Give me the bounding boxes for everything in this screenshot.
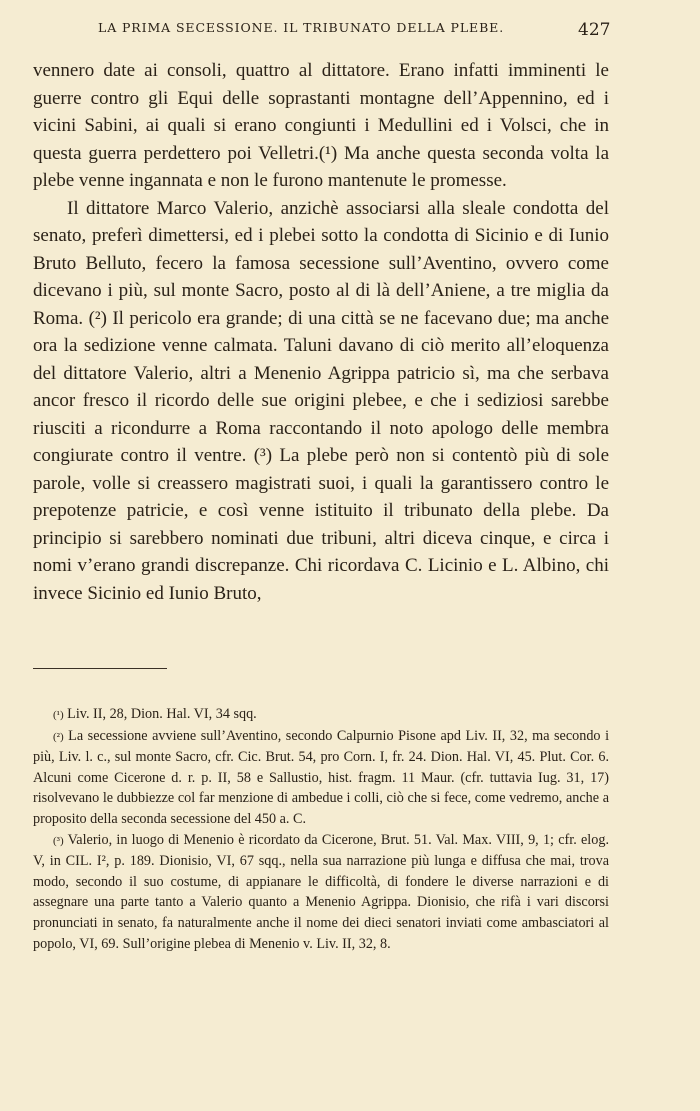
footnote-marker: (²) (53, 730, 64, 743)
footnote-text: Valerio, in luogo di Menenio è ricordato da Cicerone, Brut. 51. Val. Max. VIII, 9, 1; cfr. elog. V, in CIL. I², p. 189. Dionisio, VI, 67 sqq., nella sua narrazione più lunga e diffusa che mai, trova modo, secondo il suo costume, di appianare le difficoltà, di fondere le diverse narrazioni e di assegnare una parte tanto a Valerio quanto a Menenio Agrippa. Dionisio, che rifà i vari discorsi pronunciati in senato, fa naturalmente anche il nome dei dieci senatori inviati come ambasciatori al popolo, VI, 69. Sull’origine plebea di Menenio v. Liv. II, 32, 8. (33, 831, 609, 952)
footnote (33, 830, 609, 955)
footnote-marker: (³) (53, 834, 64, 847)
page-number: 427 (578, 20, 611, 40)
footnote-text: La secessione avviene sull’Aventino, secondo Calpurnio Pisone apd Liv. II, 32, ma secondo i più, Liv. l. c., sul monte Sacro, cfr. Cic. Brut. 54, pro Corn. I, fr. 24. Dion. Hal. VI, 45. Plut. Cor. 6. Alcuni come Cicerone d. r. p. II, 58 e Sallustio, hist. fragm. 11 Maur. (cfr. tuttavia Iug. 31, 17) risolvevano le dubbiezze col far menzione di ambedue i colli, ciò che si fece, come vedremo, anche a proposito della seconda secessione del 450 a. C. (33, 727, 610, 827)
footnote (33, 726, 609, 830)
footnotes (33, 704, 609, 954)
running-title: LA PRIMA SECESSIONE. IL TRIBUNATO DELLA PLEBE. (98, 20, 505, 35)
footnote-text: Liv. II, 28, Dion. Hal. VI, 34 sqq. (67, 706, 257, 722)
paragraph: vennero date ai consoli, quattro al dittatore. Erano infatti imminenti le guerre contro gli Equi delle soprastanti montagne dell’Appennino, ed i vicini Sabini, ai quali si erano congiunti i Medullini ed i Volsci, che in questa guerra perdettero poi Velletri.(¹) Ma anche questa seconda volta la plebe venne ingannata e non le furono mantenute le promesse. (33, 60, 609, 191)
footnote-marker: (¹) (53, 709, 64, 721)
footnote (33, 704, 609, 726)
main-text (33, 57, 609, 607)
paragraph: Il dittatore Marco Valerio, anzichè associarsi alla sleale condotta del senato, preferì dimettersi, ed i plebei sotto la condotta di Sicinio e di Iunio Bruto Belluto, fecero la famosa secessione sull’Aventino, ovvero come dicevano i più, sul monte Sacro, posto al di là dell’Aniene, a tre miglia da Roma. (²) Il pericolo era grande; di una città se ne facevano due; ma anche ora la sedizione venne calmata. Taluni davano di ciò merito all’eloquenza del dittatore Valerio, altri a Menenio Agrippa patricio sì, ma che serbava ancor fresco il ricordo delle sue origini plebee, e che i sediziosi sarebbe riusciti a ricondurre a Roma raccontando il noto apologo delle membra congiurate contro il ventre. (³) La plebe però non si contentò più di sole parole, volle si creassero magistrati suoi, i quali la garantissero contro le prepotenze patricie, e così venne istituito il tribunato della plebe. Da principio si sarebbero nominati due tribuni, altri diceva cinque, e circa i nomi v’erano grandi discrepanze. Chi ricordava C. Licinio e L. Albino, chi invece Sicinio ed Iunio Bruto, (33, 197, 609, 604)
footnote-separator (33, 668, 167, 669)
page-header (33, 20, 605, 35)
